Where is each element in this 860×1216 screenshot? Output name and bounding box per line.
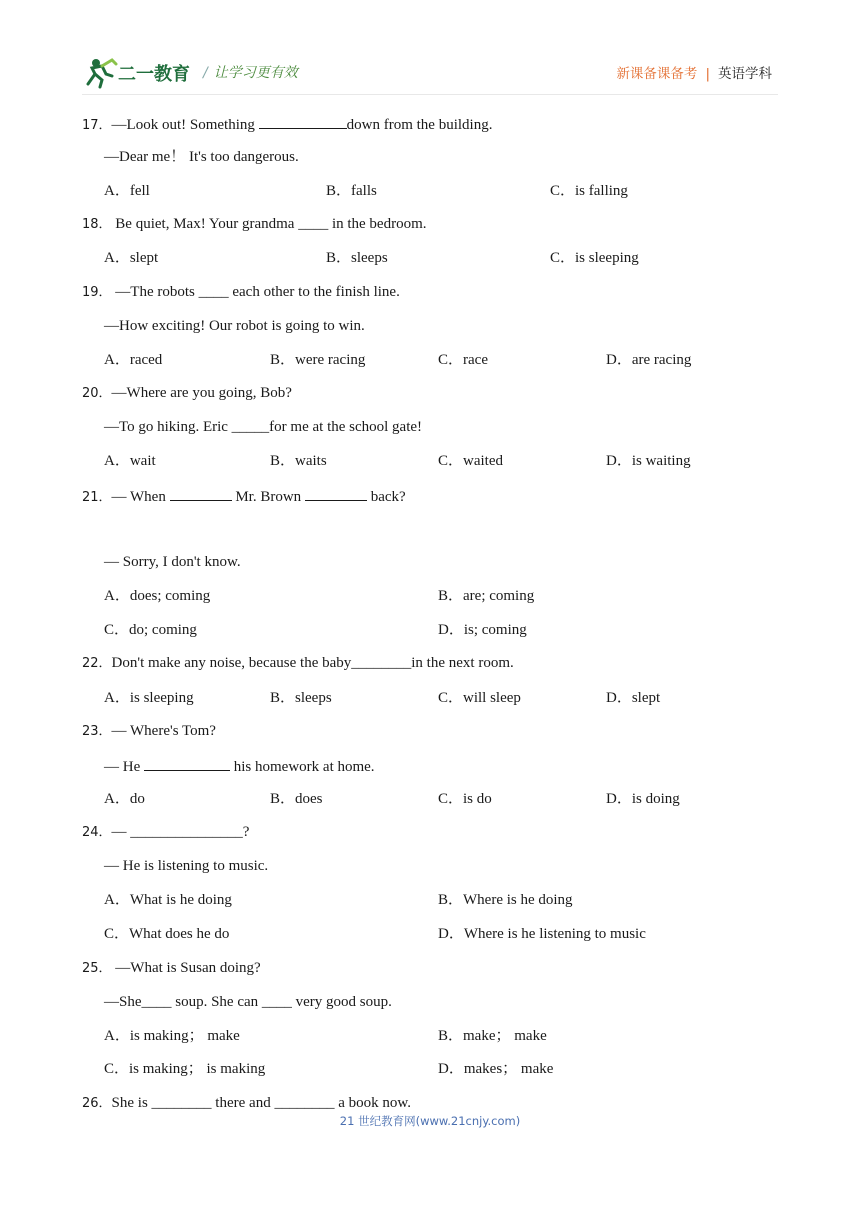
option-d: D．is waiting — [606, 453, 691, 469]
option-c: C．What does he do — [104, 926, 230, 942]
header-separator: | — [705, 66, 710, 82]
option-b: B．were racing — [270, 352, 366, 368]
option-d: D．makes； make — [438, 1061, 554, 1077]
option-c: C．is making； is making — [104, 1061, 266, 1077]
question-reply: — He is listening to music. — [104, 858, 269, 874]
option-a: A．What is he doing — [104, 892, 232, 908]
option-d: D．Where is he listening to music — [438, 926, 646, 942]
question-stem: 17．—Look out! Something down from the building. — [82, 114, 492, 135]
option-a: A．does; coming — [104, 588, 211, 604]
option-b: B．are; coming — [438, 588, 535, 604]
question-stem: 22．Don't make any noise, because the baby________in the next room. — [82, 655, 514, 671]
question-stem: 23．— Where's Tom? — [82, 723, 216, 739]
header-course-label: 新课备课备考 — [616, 66, 698, 82]
option-c: C．will sleep — [438, 690, 521, 706]
option-b: B．sleeps — [270, 690, 332, 706]
question-reply: —She____ soup. She can ____ very good soup. — [104, 994, 392, 1010]
page-header — [0, 0, 860, 110]
option-c: C．waited — [438, 453, 503, 469]
option-c: C．is sleeping — [550, 250, 639, 266]
option-a: A．slept — [104, 250, 159, 266]
question-reply: — Sorry, I don't know. — [104, 554, 241, 570]
question-stem: 25． —What is Susan doing? — [82, 960, 261, 976]
option-c: C．is do — [438, 791, 492, 807]
question-stem: 24．— _______________? — [82, 824, 250, 840]
question-reply: —Dear me！ It's too dangerous. — [104, 149, 299, 165]
option-b: B．make； make — [438, 1028, 547, 1044]
option-b: B．Where is he doing — [438, 892, 573, 908]
option-c: C．do; coming — [104, 622, 197, 638]
option-d: D．is; coming — [438, 622, 527, 638]
question-stem: 20．—Where are you going, Bob? — [82, 385, 292, 401]
option-c: C．is falling — [550, 183, 628, 199]
option-a: A．is sleeping — [104, 690, 194, 706]
option-a: A．raced — [104, 352, 163, 368]
header-subject-label: 英语学科 — [718, 66, 772, 82]
option-b: B．sleeps — [326, 250, 388, 266]
question-reply: — He his homework at home. — [104, 756, 375, 776]
option-c: C．race — [438, 352, 488, 368]
question-stem: 18． Be quiet, Max! Your grandma ____ in the bedroom. — [82, 216, 427, 232]
option-a: A．do — [104, 791, 145, 807]
option-b: B．waits — [270, 453, 327, 469]
question-reply: —How exciting! Our robot is going to win. — [104, 318, 365, 334]
header-slogan: / 让学习更有效 — [203, 65, 298, 81]
header-divider — [82, 94, 778, 95]
question-stem: 19． —The robots ____ each other to the finish line. — [82, 284, 400, 300]
option-d: D．are racing — [606, 352, 692, 368]
option-a: A．is making； make — [104, 1028, 240, 1044]
question-stem: 21．— When Mr. Brown back? — [82, 486, 406, 507]
option-d: D．is doing — [606, 791, 680, 807]
header-right — [616, 62, 772, 82]
option-b: B．does — [270, 791, 323, 807]
logo-text: 二一教育 — [118, 64, 190, 85]
question-reply: —To go hiking. Eric _____for me at the school gate! — [104, 419, 423, 435]
option-d: D．slept — [606, 690, 661, 706]
page-footer: 21 世纪教育网(www.21cnjy.com) — [339, 1114, 521, 1128]
option-a: A．wait — [104, 453, 156, 469]
option-b: B．falls — [326, 183, 377, 199]
question-stem: 26．She is ________ there and ________ a book now. — [82, 1095, 411, 1111]
option-a: A．fell — [104, 183, 150, 199]
